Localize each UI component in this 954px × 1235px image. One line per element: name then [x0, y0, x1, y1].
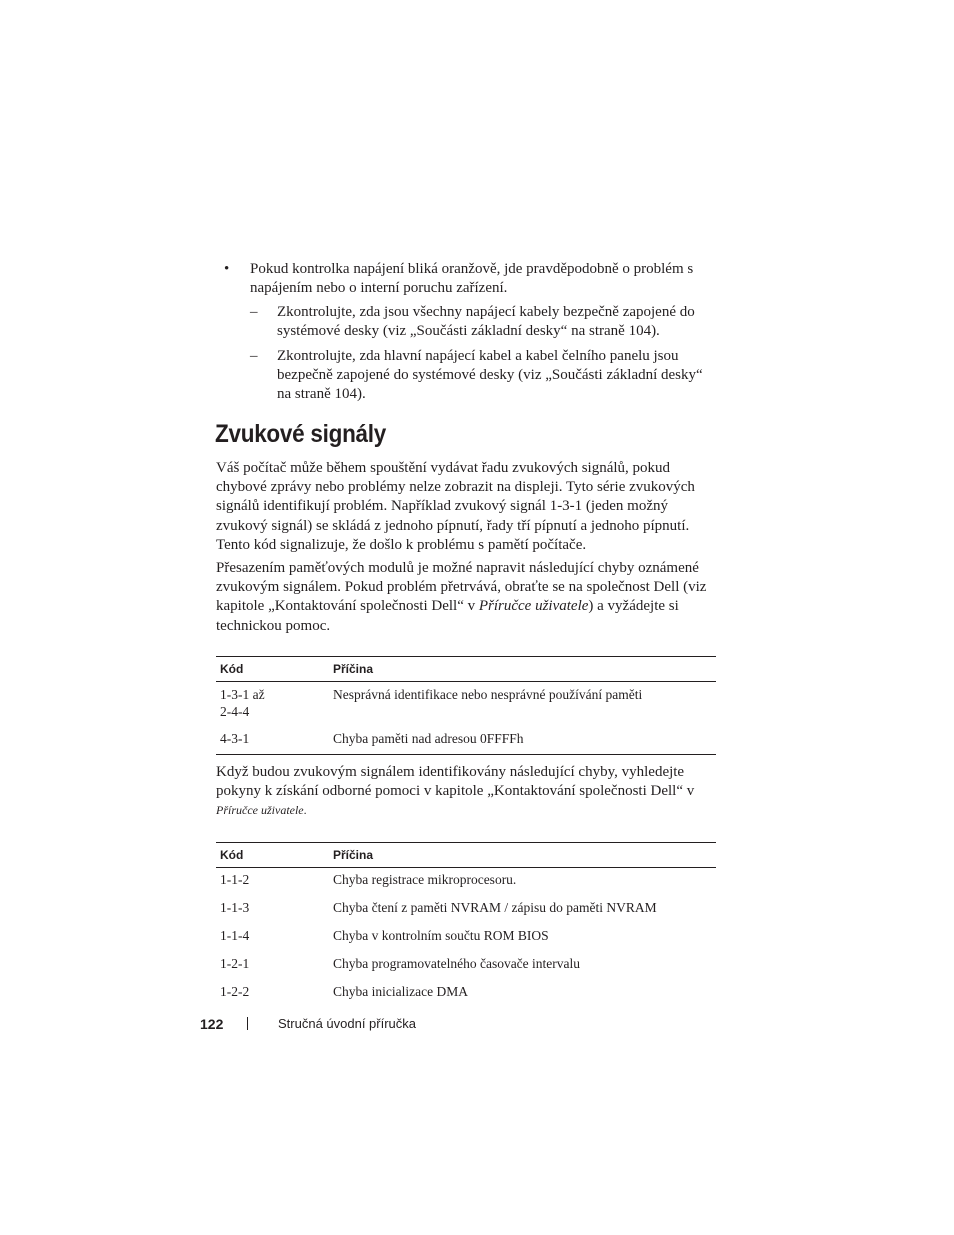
- sub-item: [250, 303, 716, 341]
- footer-divider: [247, 1017, 248, 1030]
- code-cell: 1-2-1: [220, 956, 250, 971]
- column-header-code: Kód: [220, 848, 244, 862]
- table-row: [216, 919, 716, 947]
- cause-cell: Chyba registrace mikroprocesoru.: [333, 872, 517, 887]
- cause-cell: Chyba inicializace DMA: [333, 984, 468, 999]
- table-header-row: [216, 657, 716, 682]
- manual-reference: Příručce uživatele: [216, 803, 304, 818]
- paragraph-text: Přesazením paměťových modulů je možné napravit následující chyby oznámené zvukovým signálem. Pokud problém přetrvává, obraťte se na společnost Dell (viz kapitole „Kontaktování společnosti Dell“ v: [216, 560, 707, 615]
- table-row: [216, 975, 716, 1003]
- bullet-marker: •: [224, 261, 230, 277]
- paragraph-contact: [216, 763, 716, 821]
- sub-item-text: Zkontrolujte, zda jsou všechny napájecí kabely bezpečně zapojené do systémové desky (viz „Součásti základní desky“ na straně 104).: [277, 304, 695, 339]
- section-title: Zvukové signály: [215, 420, 387, 448]
- sub-item-text: Zkontrolujte, zda hlavní napájecí kabel a kabel čelního panelu jsou bezpečně zapojené do systémové desky (viz „Součásti základní desky“ na straně 104).: [277, 348, 703, 402]
- paragraph-text: Když budou zvukovým signálem identifikovány následující chyby, vyhledejte pokyny k získání odborné pomoci v kapitole „Kontaktování společnosti Dell“ v: [216, 764, 695, 800]
- paragraph-intro: Váš počítač může během spouštění vydávat řadu zvukových signálů, pokud chybové zprávy nebo problémy nelze zobrazit na displeji. Tyto série zvukových signálů identifikují problém. Například zvukový signál 1-3-1 (jeden možný zvukový signál) se skládá z jednoho pípnutí, řady tří pípnutí a jednoho pípnutí. Tento kód signalizuje, že došlo k problému s pamětí počítače.: [216, 460, 695, 553]
- column-header-code: Kód: [220, 662, 244, 676]
- table-row: [216, 947, 716, 975]
- dash-marker: –: [250, 304, 258, 320]
- column-header-cause: Příčina: [333, 662, 374, 676]
- table-row: [216, 868, 716, 892]
- code-cell: 1-1-2: [220, 872, 250, 887]
- table-row: [216, 891, 716, 919]
- dash-marker: –: [250, 348, 258, 364]
- code-cell: 1-1-4: [220, 928, 250, 943]
- cause-cell: Chyba paměti nad adresou 0FFFFh: [329, 723, 716, 755]
- column-header-cause: Příčina: [333, 848, 374, 862]
- code-cell: 1-1-3: [220, 900, 250, 915]
- table-header-row: [216, 843, 716, 868]
- table-row: [216, 723, 716, 755]
- beep-code-table-memory: [216, 656, 716, 755]
- document-title: Stručná úvodní příručka: [278, 1016, 417, 1031]
- cause-cell: Chyba v kontrolním součtu ROM BIOS: [333, 928, 549, 943]
- bullet-item: [216, 260, 716, 298]
- sub-item: [250, 347, 716, 404]
- cause-cell: Chyba programovatelného časovače intervalu: [333, 956, 581, 971]
- table-row: [216, 682, 716, 724]
- code-cell: 4-3-1: [216, 723, 329, 755]
- manual-reference: Příručce uživatele: [478, 598, 589, 615]
- code-cell: 1-2-2: [220, 984, 250, 999]
- beep-code-table-system: [216, 842, 716, 1003]
- paragraph-reseat: [216, 559, 716, 636]
- cause-cell: Chyba čtení z paměti NVRAM / zápisu do paměti NVRAM: [333, 900, 657, 915]
- cause-cell: Nesprávná identifikace nebo nesprávné používání paměti: [333, 687, 643, 702]
- page-number: 122: [200, 1016, 224, 1032]
- paragraph-text: .: [303, 803, 307, 818]
- bullet-text: Pokud kontrolka napájení bliká oranžově, jde pravděpodobně o problém s napájením nebo o interní poruchu zařízení.: [250, 261, 694, 296]
- paragraph-text: ) a vyžádejte si technickou pomoc.: [216, 598, 679, 634]
- code-cell: 1-3-1 až 2-4-4: [220, 687, 265, 719]
